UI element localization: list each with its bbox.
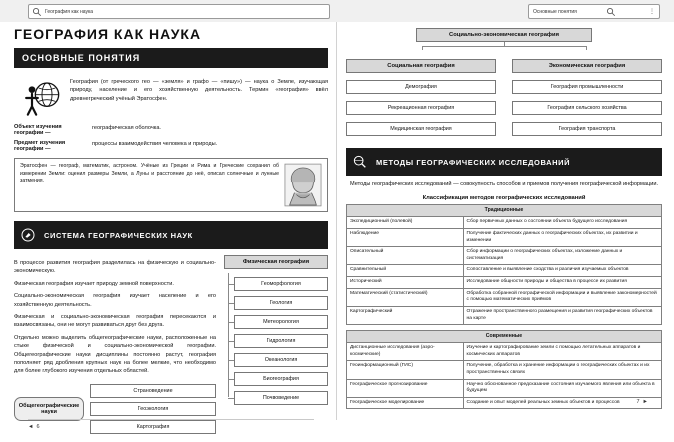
definition-item [14, 140, 328, 152]
table-row [347, 361, 662, 379]
table-row [347, 379, 662, 397]
cell-method: Географическое моделирование [347, 397, 464, 409]
branch-item [234, 296, 328, 310]
paragraph: В процессе развития география разделилась на физическую и социально-экономическую. [14, 260, 216, 275]
right-page [346, 26, 662, 409]
page-title: ГЕОГРАФИЯ КАК НАУКА [14, 26, 202, 42]
branch-label: Биогеография [234, 372, 328, 386]
definition-value: географическая оболочка. [92, 125, 161, 131]
table-header-row [347, 331, 662, 343]
search-icon[interactable] [606, 7, 616, 17]
cell-method: Наблюдение [347, 229, 464, 247]
paragraph: Физическая география изучает природу земной поверхности. [14, 280, 174, 287]
banner-basic-concepts [14, 48, 328, 68]
branch-item [234, 277, 328, 291]
tree-root-label: Социально-экономическая география [416, 28, 592, 42]
cell-method: Экспедиционный (полевой) [347, 217, 464, 229]
tree-connector [346, 42, 662, 50]
tree-branch [512, 59, 662, 136]
branch-leaf: Демография [346, 80, 496, 94]
section-header-system-of-sciences [14, 221, 328, 249]
table-row [347, 277, 662, 289]
table-row [347, 397, 662, 409]
cell-method: Исторический [347, 277, 464, 289]
search-value-right: Основные понятия [533, 8, 577, 15]
cell-method: Картографический [347, 306, 464, 324]
page-number: 7 [636, 399, 640, 406]
left-arrow-icon[interactable]: ◄ [28, 423, 34, 430]
branch-label: Гидрология [234, 334, 328, 348]
cell-description: Обработка собранной географической информации и выявление закономерностей с помощью математических приёмов [463, 288, 661, 306]
node-general-item: Страноведение [90, 384, 216, 398]
bust-portrait-icon [284, 163, 322, 207]
branch-item [234, 315, 328, 329]
magnifier-globe-icon [348, 150, 372, 174]
footer-right [636, 399, 648, 405]
branch-item [234, 391, 328, 405]
top-toolbar [0, 0, 674, 23]
physical-geography-head: Физическая география [224, 255, 328, 269]
socio-economic-tree [346, 28, 662, 136]
table-row [347, 229, 662, 247]
branch-leaf: Медицинская география [346, 122, 496, 136]
cell-description: Изучение и картографирование земли с помощью летательных аппаратов и космических аппаратов [463, 343, 661, 361]
search-icon [32, 7, 42, 17]
paragraph: Физическая и социально-экономическая география пересекаются и взаимосвязаны, они не могут развиваться друг без друга. [14, 313, 216, 329]
eratosthenes-note [14, 158, 328, 212]
footer-divider [28, 419, 314, 420]
definitions-list [14, 124, 328, 152]
search-value-left: География как наука [45, 8, 94, 15]
branch-item [234, 334, 328, 348]
intro-paragraph: География (от греческого гео — «земля» и графо — «пишу») — наука о Земле, изучающая природу, население и его хозяйственную деятельность. Термин «география» ввёл древнегреческий учёный Эратосфен. [70, 79, 328, 102]
methods-note: Методы географических исследований — совокупность способов и приемов получения географической информации. [349, 181, 659, 187]
cell-description: Получение, обработка и хранение информации о географических объектах и их пространственных связях [463, 361, 661, 379]
globe-illustration [14, 74, 70, 118]
cell-description: Создание и опыт моделей реальных земных объектов и процессов [463, 397, 661, 409]
branch-leaf: Рекреационная география [346, 101, 496, 115]
traditional-methods-table [346, 204, 662, 325]
branch-label: Метеорология [234, 315, 328, 329]
table-caption: Классификация методов географических исследований [422, 195, 586, 202]
banner-label: ОСНОВНЫЕ ПОНЯТИЯ [22, 53, 141, 63]
left-page [14, 26, 328, 434]
physical-geography-branches [224, 277, 328, 405]
tree-root [416, 28, 592, 42]
branch-leaf: География транспорта [512, 122, 662, 136]
node-general-sciences: Общегеографические науки [14, 397, 84, 421]
cell-method: Дистанционные исследования (аэро-космические) [347, 343, 464, 361]
definition-label: Предмет изучения географии — [14, 140, 66, 152]
right-arrow-icon[interactable]: ► [642, 399, 648, 406]
book-compass-icon [16, 223, 40, 247]
cell-method: Геоинформационный (ГИС) [347, 361, 464, 379]
cell-method: Географическое прогнозирование [347, 379, 464, 397]
search-input-right[interactable] [528, 4, 660, 19]
eratosthenes-text: Эратосфен — географ, математик, астроном. Учёные из Греции и Рима и Греческие сохранил об измерении Земли: оценил размеры Земли, а Луны и расстояние до неё, описал солнечные и лунные затмения. [20, 163, 279, 185]
sciences-layout [14, 255, 328, 434]
table-header: Современные [347, 331, 662, 343]
branch-head: Социальная география [346, 59, 496, 73]
branch-label: Океанология [234, 353, 328, 367]
branch-leaf: География промышленности [512, 80, 662, 94]
branch-label: Почвоведение [234, 391, 328, 405]
table-row [347, 217, 662, 229]
cell-description: Научно обоснованное предсказание состояния изучаемого явления или объекта в будущем [463, 379, 661, 397]
branch-item [234, 372, 328, 386]
table-row [347, 265, 662, 277]
cell-description: Получение фактических данных о географических объектах, их развитии и изменении [463, 229, 661, 247]
node-general-item: Картография [90, 420, 216, 434]
table-row [347, 343, 662, 361]
definition-value: процессы взаимодействия человека и природы. [92, 141, 218, 147]
modern-methods-table [346, 330, 662, 409]
paragraph: Социально-экономическая география изучает население и его хозяйственную деятельность. [14, 293, 216, 308]
section-title: МЕТОДЫ ГЕОГРАФИЧЕСКИХ ИССЛЕДОВАНИЙ [376, 157, 571, 167]
definition-item [14, 124, 328, 136]
branch-head: Экономическая география [512, 59, 662, 73]
footer-left [28, 424, 40, 430]
branch-label: Геоморфология [234, 277, 328, 291]
globe-person-icon [22, 78, 62, 118]
cell-description: Сбор первичных данных о состоянии объекта будущего исследования [463, 217, 661, 229]
cell-description: Сбор информации о географических объектах, изложение данных и систематизация [463, 247, 661, 265]
cell-method: Математический (статистический) [347, 288, 464, 306]
section-title: СИСТЕМА ГЕОГРАФИЧЕСКИХ НАУК [44, 230, 193, 240]
branch-leaf: География сельского хозяйства [512, 101, 662, 115]
branch-label: Геология [234, 296, 328, 310]
node-general-item: Геоэкология [90, 402, 216, 416]
cell-description: Исследование общности природы и общества в процессе их развития [463, 277, 661, 289]
table-header: Традиционные [347, 205, 662, 217]
definition-label: Объект изучения географии — [14, 124, 62, 136]
tree-branches [346, 59, 662, 136]
table-header-row [347, 205, 662, 217]
table-row [347, 288, 662, 306]
table-row [347, 247, 662, 265]
sciences-text-column [14, 255, 216, 434]
dots-icon[interactable]: ⋮ [649, 9, 656, 15]
paragraph: Отдельно можно выделить общегеографические науки, расположенные на стыке физической и социально-экономической географии. Общегеографические науки дисциплины постоянно растут, география пополняет ряд дробления крупных наук на более мелкие, что необходимо для более глубокого изучения отдельных областей. [14, 334, 216, 375]
physical-geography-column [224, 255, 328, 434]
cell-description: Отражение пространственного размещения и развития географических объектов на карте [463, 306, 661, 324]
page-spine [336, 22, 337, 420]
section-header-methods [346, 148, 662, 176]
page-number: 6 [36, 423, 40, 430]
table-row [347, 306, 662, 324]
cell-method: Сравнительный [347, 265, 464, 277]
branch-item [234, 353, 328, 367]
tree-branch [346, 59, 496, 136]
cell-description: Сопоставление и выявление сходства и различия изучаемых объектов [463, 265, 661, 277]
cell-method: Описательный [347, 247, 464, 265]
search-input-left[interactable] [28, 4, 330, 19]
